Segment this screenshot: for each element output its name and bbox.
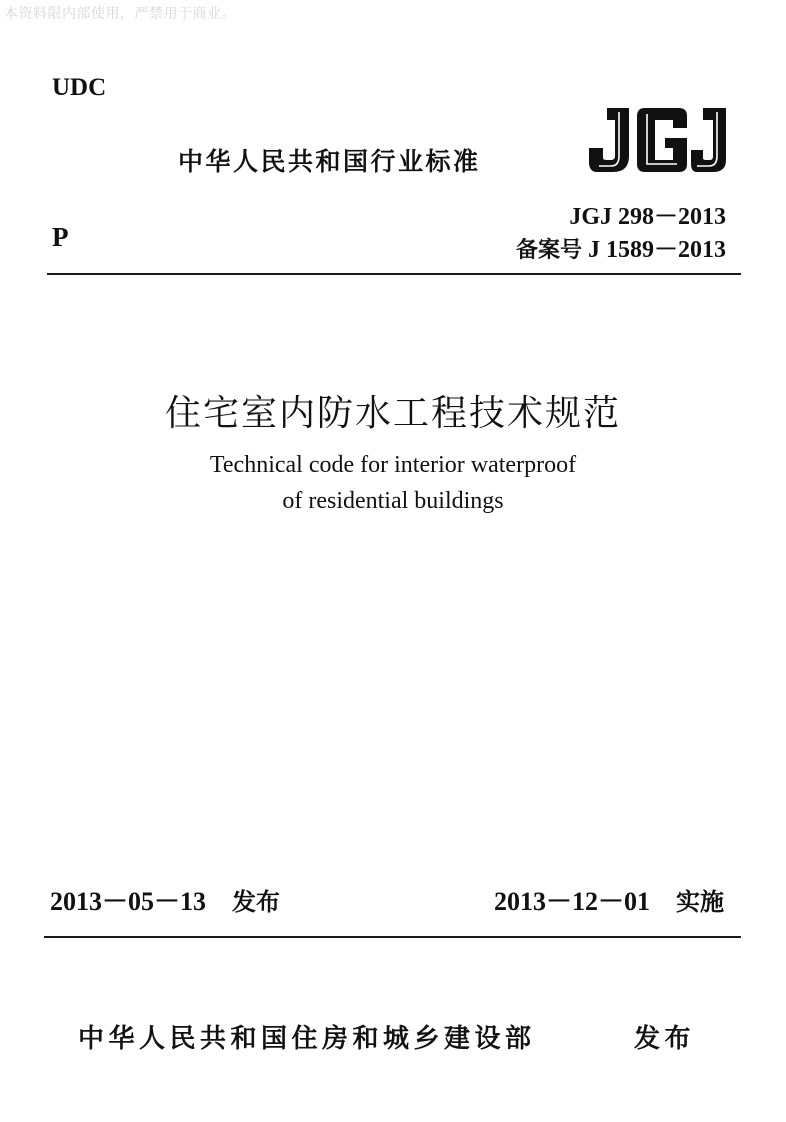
chinese-title: 住宅室内防水工程技术规范 <box>164 393 621 434</box>
english-title-line-2: of residential buildings <box>282 488 504 514</box>
publisher-action: 发布 <box>634 1024 696 1054</box>
effective-label: 实施 <box>676 888 724 916</box>
industry-standard-heading: 中华人民共和国行业标准 <box>178 147 481 176</box>
issue-label: 发布 <box>232 888 281 916</box>
standard-number: JGJ 298－2013 <box>569 204 726 230</box>
jgj-logo-text: JGJ <box>657 175 659 176</box>
p-classification: P <box>52 222 69 252</box>
watermark-notice: 本资料限内部使用，严禁用于商业。 <box>4 6 236 22</box>
english-title-line-1: Technical code for interior waterproof <box>209 452 577 478</box>
effective-date: 2013－12－01 <box>493 887 650 916</box>
issue-date: 2013－05－13 <box>50 887 207 916</box>
effective-date-line <box>494 881 724 918</box>
record-number-line <box>516 229 726 264</box>
jgj-logo <box>585 104 730 176</box>
record-label: 备案号 <box>515 238 582 263</box>
footer-divider <box>44 936 741 938</box>
issue-date-line <box>50 881 280 918</box>
publisher-name: 中华人民共和国住房和城乡建设部 <box>78 1024 536 1054</box>
header-divider <box>47 273 741 275</box>
record-number: J 1589－2013 <box>588 237 726 263</box>
udc-classification: UDC <box>52 74 107 101</box>
